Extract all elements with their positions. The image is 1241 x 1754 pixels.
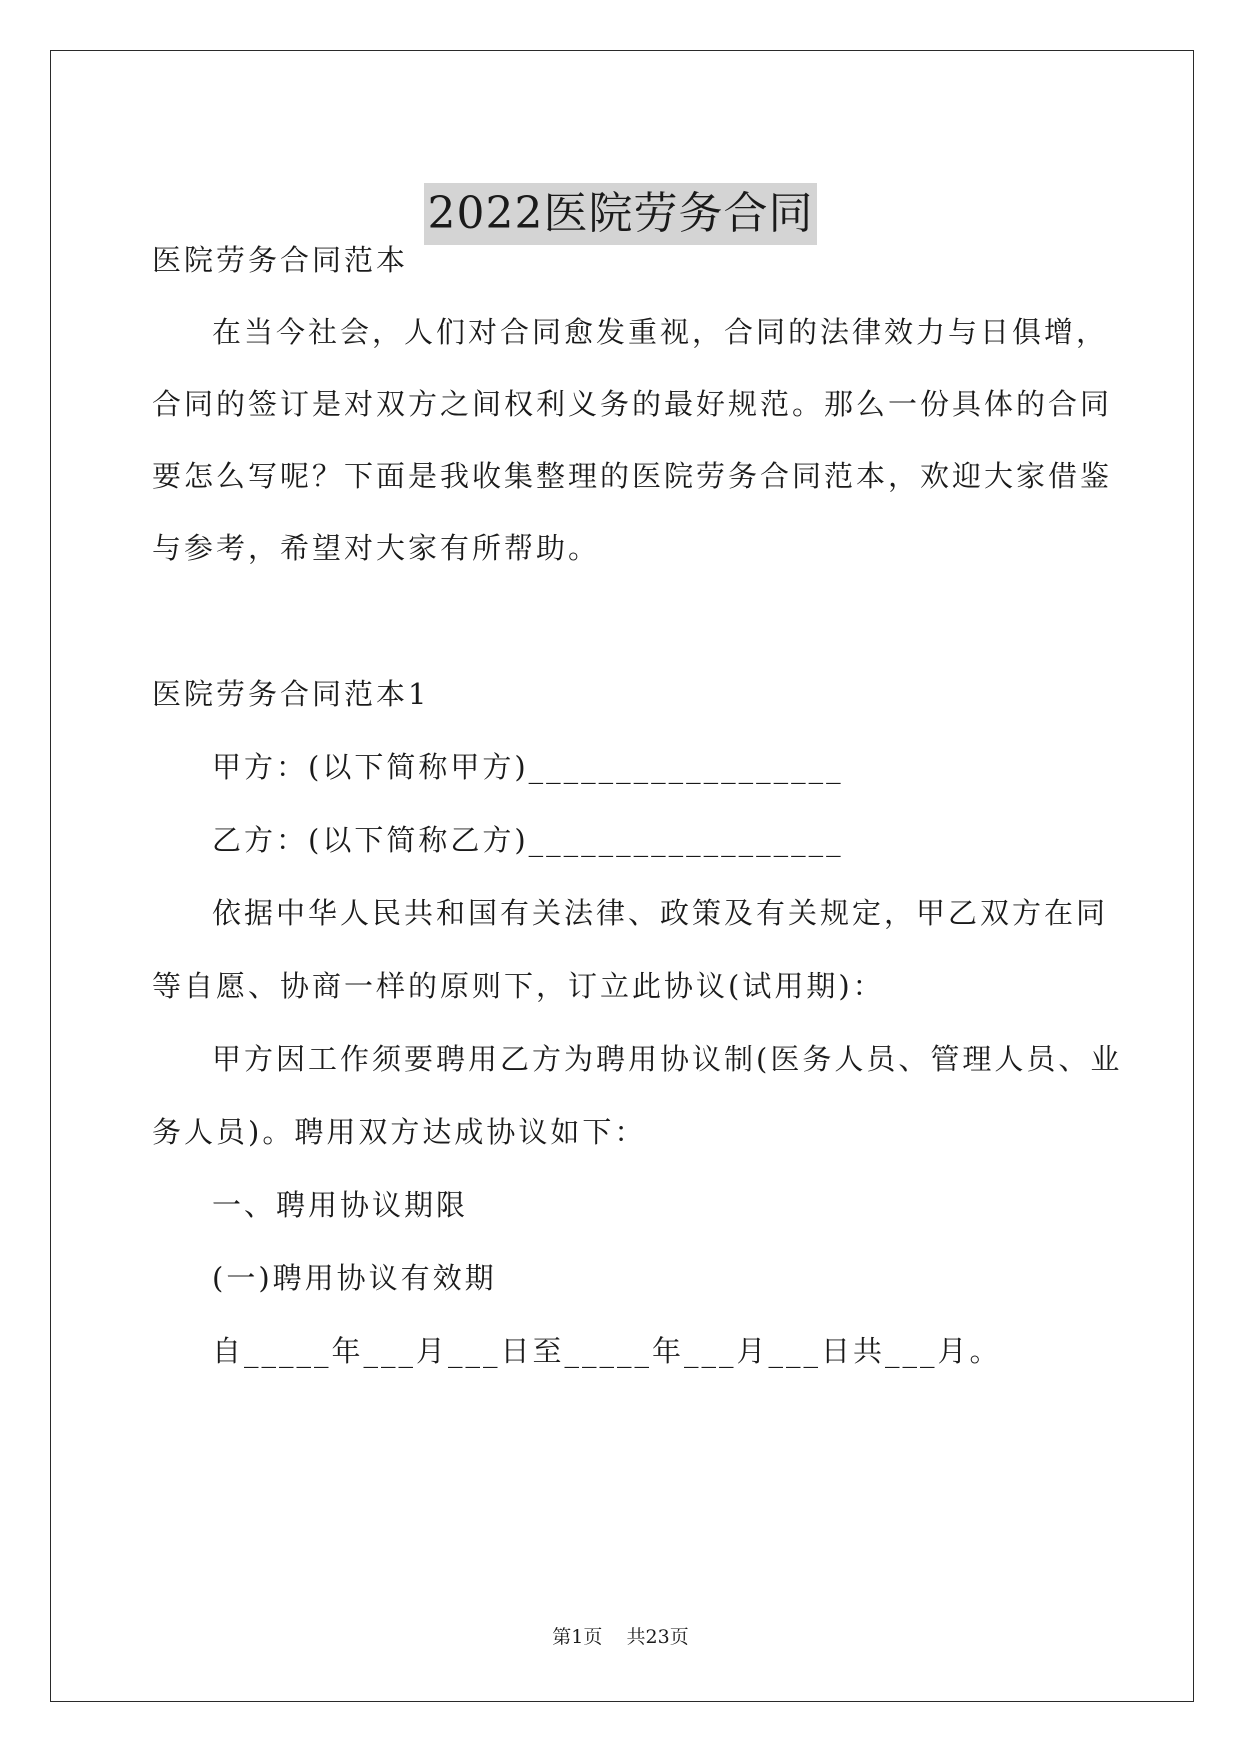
paragraph-line: 务人员)。聘用双方达成协议如下： [152, 1115, 647, 1149]
page-border [50, 50, 1194, 1702]
paragraph-line: 等自愿、协商一样的原则下，订立此协议(试用期)： [152, 969, 885, 1003]
party-b-line: 乙方：(以下简称乙方)__________________ [212, 823, 844, 857]
clause-subheading: (一)聘用协议有效期 [212, 1261, 497, 1295]
paragraph-line: 依据中华人民共和国有关法律、政策及有关规定，甲乙双方在同 [212, 896, 1109, 930]
party-a-line: 甲方：(以下简称甲方)__________________ [212, 750, 844, 784]
clause-heading: 一、聘用协议期限 [212, 1188, 469, 1222]
section-heading: 医院劳务合同范本1 [152, 677, 430, 711]
paragraph-line: 与参考，希望对大家有所帮助。 [152, 531, 601, 565]
section-heading: 医院劳务合同范本 [152, 243, 409, 277]
page-footer: 第1页 共23页 [552, 1626, 689, 1648]
paragraph-line: 在当今社会，人们对合同愈发重视，合同的法律效力与日俱增， [212, 315, 1109, 349]
document-title: 2022医院劳务合同 [424, 183, 818, 245]
paragraph-line: 合同的签订是对双方之间权利义务的最好规范。那么一份具体的合同 [152, 387, 1113, 421]
term-date-line: 自_____年___月___日至_____年___月___日共___月。 [212, 1334, 1002, 1368]
paragraph-line: 甲方因工作须要聘用乙方为聘用协议制(医务人员、管理人员、业 [212, 1042, 1123, 1076]
paragraph-line: 要怎么写呢？下面是我收集整理的医院劳务合同范本，欢迎大家借鉴 [152, 459, 1113, 493]
